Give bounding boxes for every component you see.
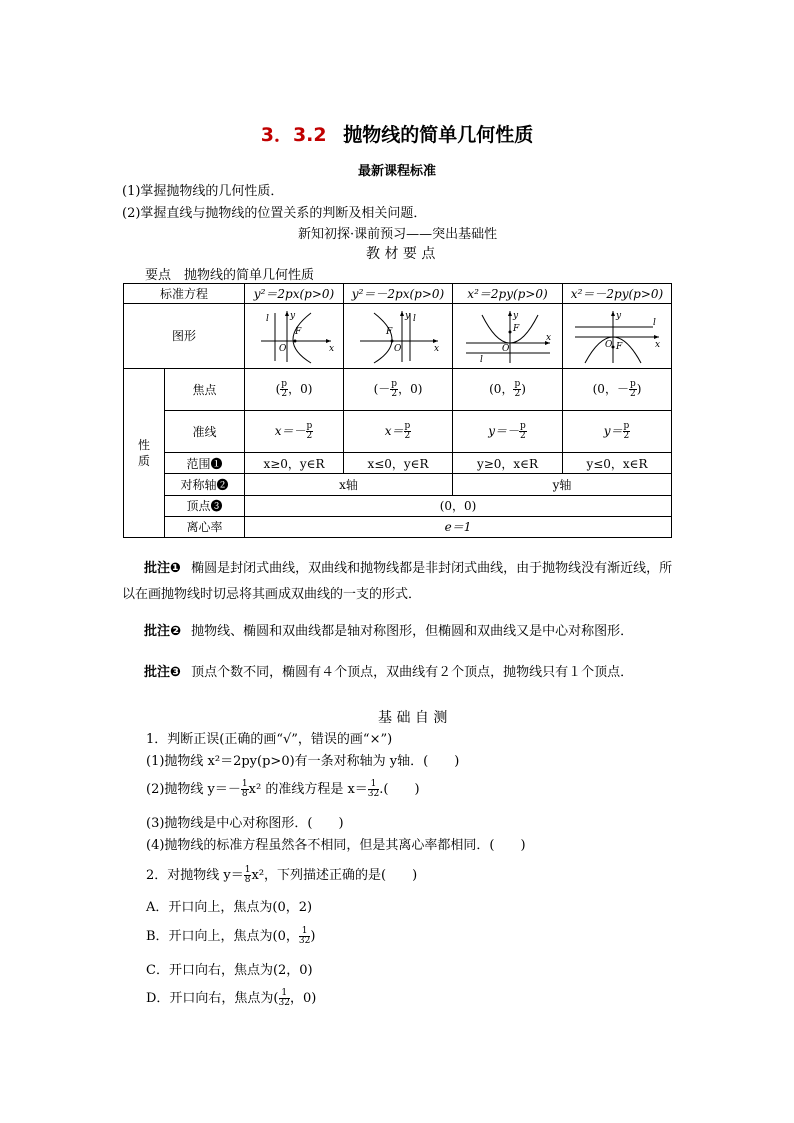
label-F: F [616, 341, 623, 352]
option-D[interactable]: D．开口向右，焦点为( $\frac{1}{32}$ ，0) [146, 988, 317, 1008]
graph-right [245, 304, 344, 369]
question-1-item: (1)抛物线 x²＝2py(p>0)有一条对称轴为 y轴．( ) [146, 754, 460, 769]
material-heading: 教 材 要 点 [366, 246, 436, 262]
label-O: O [501, 343, 509, 354]
header-standard-equation: 标准方程 [124, 284, 245, 304]
note-label: 批注❷ [144, 624, 182, 639]
axis-y: y轴 [453, 474, 672, 495]
note-1 [122, 556, 677, 608]
equation-up: x²＝2py(p>0) [453, 284, 563, 304]
focus-up: (0， $\frac{p}{2}$ ) [453, 368, 563, 410]
label-x: x [434, 343, 440, 354]
range-down: y≤0，x∈R [563, 453, 672, 474]
parabola-up-graph [460, 307, 556, 365]
header-properties-text: 性质 [137, 437, 150, 468]
directrix-down: y＝ $\frac{p}{2}$ [563, 410, 672, 452]
note-3 [122, 660, 677, 686]
note-text: 椭圆是封闭式曲线，双曲线和抛物线都是非封闭式曲线，由于抛物线没有渐近线，所以在画抛物线时切忌将其画成双曲线的一支的形式． [122, 561, 673, 602]
label-x: x [329, 343, 335, 354]
question-1-stem: 1．判断正误(正确的画“√”，错误的画“×”) [146, 732, 393, 747]
header-properties [124, 368, 165, 537]
preview-heading: 新知初探·课前预习——突出基础性 [298, 227, 498, 242]
label-y: y [290, 310, 296, 321]
question-1-item: (4)抛物线的标准方程虽然各不相同，但是其离心率都相同．( ) [146, 838, 526, 853]
label-O: O [605, 339, 613, 350]
label-O: O [394, 343, 402, 354]
label-y: y [405, 310, 411, 321]
note-text: 抛物线、椭圆和双曲线都是轴对称图形，但椭圆和双曲线又是中心对称图形． [191, 624, 634, 639]
label-y: y [512, 310, 518, 321]
row-label-focus: 焦点 [165, 368, 245, 410]
self-test-heading: 基 础 自 测 [378, 710, 448, 726]
graph-down [563, 304, 672, 369]
label-y: y [616, 310, 622, 321]
range-right: x≥0，y∈R [245, 453, 344, 474]
note-2 [122, 619, 677, 645]
row-label-directrix: 准线 [165, 410, 245, 452]
graph-up [453, 304, 563, 369]
section-number: 3．3.2 [260, 124, 327, 146]
row-label-eccentricity: 离心率 [165, 516, 245, 537]
label-F: F [295, 326, 302, 337]
range-left: x≤0，y∈R [344, 453, 453, 474]
label-l: l [653, 317, 656, 328]
option-A[interactable]: A．开口向上，焦点为(0，2) [146, 900, 313, 915]
row-label-axis: 对称轴❷ [165, 474, 245, 495]
point-heading: 要点 抛物线的简单几何性质 [145, 268, 315, 283]
focus-right: ( $\frac{p}{2}$ ，0) [245, 368, 344, 410]
range-up: y≥0，x∈R [453, 453, 563, 474]
parabola-left-graph [350, 307, 446, 365]
page-title [0, 120, 794, 147]
header-graph: 图形 [124, 304, 245, 369]
note-text: 顶点个数不同，椭圆有４个顶点，双曲线有２个顶点，抛物线只有１个顶点． [191, 665, 634, 680]
question-2-stem: 2．对抛物线 y＝ $\frac{1}{8}$ x²，下列描述正确的是( ) [146, 865, 418, 885]
directrix-right: x＝－ $\frac{p}{2}$ [245, 410, 344, 452]
label-F: F [386, 326, 393, 337]
parabola-properties-table [123, 283, 672, 538]
focus-down: (0，－ $\frac{p}{2}$ ) [563, 368, 672, 410]
row-label-vertex: 顶点❸ [165, 495, 245, 516]
note-label: 批注❶ [144, 561, 182, 576]
equation-left: y²＝－2px(p>0) [344, 284, 453, 304]
label-x: x [655, 339, 661, 350]
label-O: O [279, 343, 287, 354]
axis-x: x轴 [245, 474, 453, 495]
question-1-item: (2)抛物线 y＝－ $\frac{1}{8}$ x² 的准线方程是 x＝ $\frac{1}{32}$ .( ) [146, 779, 420, 799]
vertex-value: (0，0) [245, 495, 672, 516]
label-l: l [479, 354, 483, 365]
focus-left: (－ $\frac{p}{2}$ ，0) [344, 368, 453, 410]
section-title: 抛物线的简单几何性质 [343, 124, 534, 146]
option-C[interactable]: C．开口向右，焦点为(2，0) [146, 963, 313, 978]
directrix-up: y＝－ $\frac{p}{2}$ [453, 410, 563, 452]
directrix-left: x＝ $\frac{p}{2}$ [344, 410, 453, 452]
row-label-range: 范围❶ [165, 453, 245, 474]
label-l: l [266, 313, 269, 324]
note-label: 批注❸ [144, 665, 182, 680]
parabola-right-graph [249, 307, 339, 365]
equation-down: x²＝－2py(p>0) [563, 284, 672, 304]
eccentricity-value: e＝1 [245, 516, 672, 537]
parabola-down-graph [569, 307, 665, 365]
standard-item: (2)掌握直线与抛物线的位置关系的判断及相关问题． [122, 206, 427, 221]
graph-left [344, 304, 453, 369]
question-1-item: (3)抛物线是中心对称图形．( ) [146, 816, 344, 831]
standard-item: (1)掌握抛物线的几何性质． [122, 184, 284, 199]
standard-heading: 最新课程标准 [357, 164, 436, 179]
option-B[interactable]: B．开口向上，焦点为(0， $\frac{1}{32}$ ) [146, 926, 316, 946]
equation-right: y²＝2px(p>0) [245, 284, 344, 304]
label-l: l [413, 313, 416, 324]
label-F: F [512, 323, 519, 334]
label-x: x [545, 332, 551, 343]
